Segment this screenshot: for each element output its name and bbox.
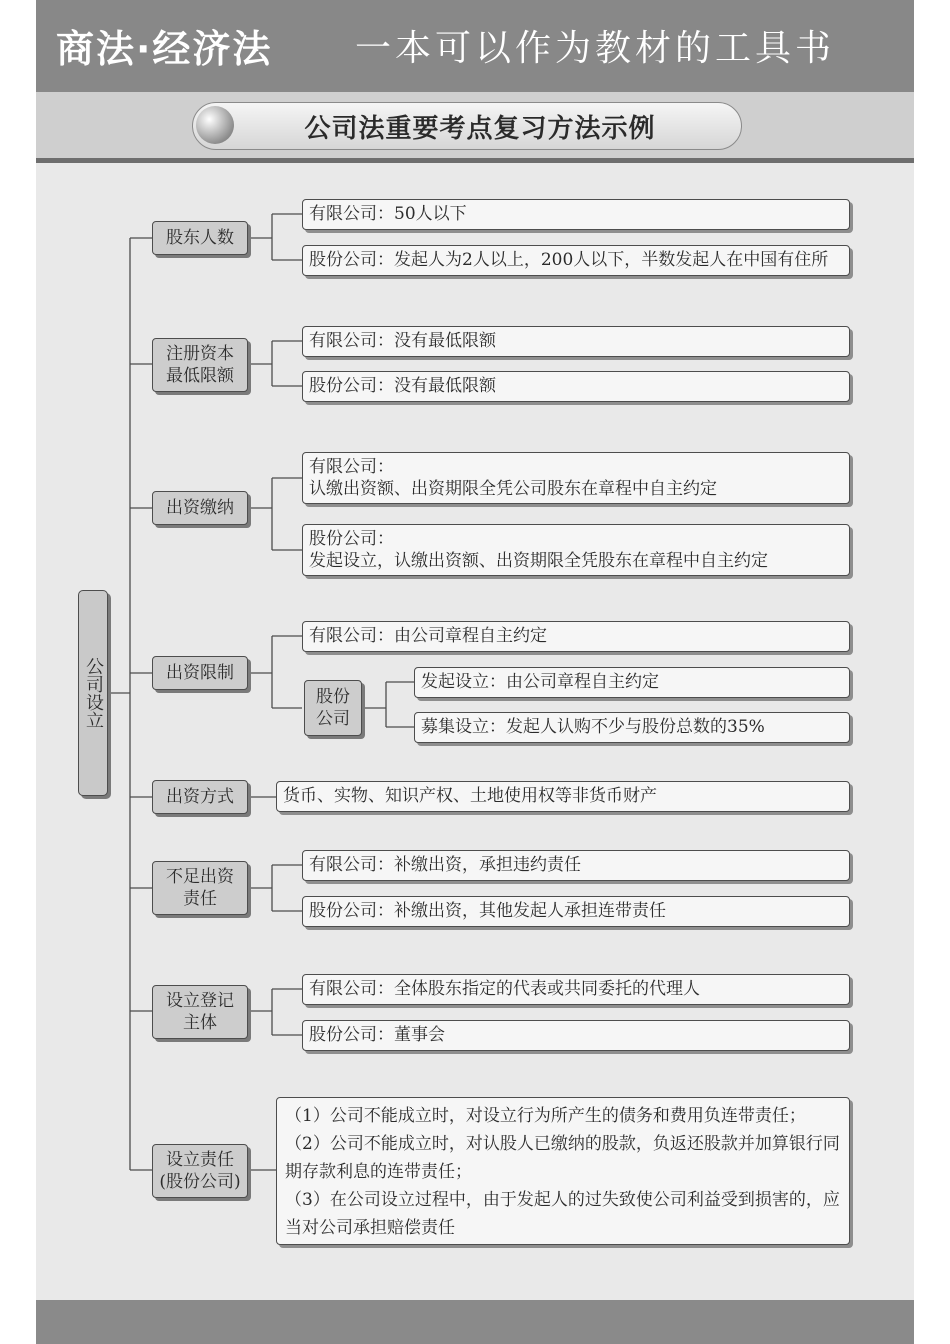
book-tagline: 一本可以作为教材的工具书 xyxy=(355,28,836,69)
leaf-box xyxy=(302,621,850,652)
leaf-box xyxy=(302,326,850,357)
leaf-text: 股份公司：发起人为2人以上，200人以下，半数发起人在中国有住所 xyxy=(309,250,829,270)
leaf-text: 认缴出资额、出资期限全凭公司股东在章程中自主约定 xyxy=(309,479,717,499)
liability-paragraph-box xyxy=(276,1097,850,1245)
leaf-box xyxy=(302,199,850,230)
page-title: 公司法重要考点复习方法示例 xyxy=(304,114,656,144)
leaf-box xyxy=(302,245,850,276)
leaf-text: 发起设立，认缴出资额、出资期限全凭股东在章程中自主约定 xyxy=(309,551,768,571)
leaf-text: 募集设立：发起人认购不少与股份总数的35% xyxy=(421,717,765,737)
branch-label-line: 主体 xyxy=(183,1013,217,1033)
branch-label-line: 不足出资 xyxy=(166,867,234,887)
leaf-text: 发起设立：由公司章程自主约定 xyxy=(421,672,659,692)
leaf-text: 有限公司： xyxy=(309,457,394,477)
leaf-box xyxy=(414,712,850,743)
leaf-text: 有限公司：全体股东指定的代表或共同委托的代理人 xyxy=(309,979,700,999)
leaf-text: 有限公司：没有最低限额 xyxy=(309,331,496,351)
leaf-box xyxy=(302,974,850,1005)
book-brand: 商法·经济法 xyxy=(56,27,273,71)
branch-label-min-capital xyxy=(152,338,248,392)
liability-item: （1）公司不能成立时，对设立行为所产生的债务和费用负连带责任； xyxy=(285,1106,806,1126)
leaf-box xyxy=(302,850,850,881)
sub-label-line: 公司 xyxy=(316,709,350,729)
branch-label-line: 设立责任 xyxy=(166,1150,234,1170)
leaf-box xyxy=(302,524,850,576)
leaf-text: 股份公司：补缴出资，其他发起人承担连带责任 xyxy=(309,901,666,921)
leaf-box xyxy=(302,896,850,927)
branch-label-capital-restriction xyxy=(152,656,248,690)
leaf-text: 有限公司：50人以下 xyxy=(309,204,467,224)
leaf-text: 股份公司：没有最低限额 xyxy=(309,376,496,396)
sub-label-joint-stock xyxy=(304,680,362,736)
leaf-text: 股份公司： xyxy=(309,529,394,549)
branch-label-capital-payment xyxy=(152,491,248,525)
branch-label-formation-liability xyxy=(152,1144,248,1198)
leaf-box xyxy=(302,371,850,402)
leaf-box xyxy=(302,1020,850,1051)
branch-label-line: 出资限制 xyxy=(166,663,234,683)
liability-item: （2）公司不能成立时，对认股人已缴纳的股款，负返还股款并加算银行同期存款利息的连带责任； xyxy=(285,1134,840,1182)
leaf-box xyxy=(302,452,850,504)
branch-label-line: 最低限额 xyxy=(166,366,234,386)
branch-label-line: 股东人数 xyxy=(166,228,234,248)
branch-label-registration-body xyxy=(152,985,248,1039)
root-node: 公司设立 xyxy=(78,590,108,796)
branch-label-line: 出资缴纳 xyxy=(166,498,234,518)
leaf-text: 货币、实物、知识产权、土地使用权等非货币财产 xyxy=(283,786,657,806)
branch-label-line: 责任 xyxy=(183,889,217,909)
leaf-text: 有限公司：补缴出资，承担违约责任 xyxy=(309,855,581,875)
leaf-box xyxy=(414,667,850,698)
branch-label-insufficient-capital xyxy=(152,861,248,915)
sub-label-line: 股份 xyxy=(316,687,350,707)
liability-item: （3）在公司设立过程中，由于发起人的过失致使公司利益受到损害的，应当对公司承担赔偿责任 xyxy=(285,1190,840,1238)
leaf-text: 有限公司：由公司章程自主约定 xyxy=(309,626,547,646)
branch-label-line: 设立登记 xyxy=(166,991,234,1011)
branch-label-capital-form xyxy=(152,780,248,814)
branch-label-line: 出资方式 xyxy=(166,787,234,807)
branch-label-line: 注册资本 xyxy=(166,344,234,364)
branch-label-shareholder-count xyxy=(152,221,248,255)
leaf-box xyxy=(276,781,850,812)
branch-label-line: (股份公司) xyxy=(159,1172,241,1192)
leaf-text: 股份公司：董事会 xyxy=(309,1025,445,1045)
